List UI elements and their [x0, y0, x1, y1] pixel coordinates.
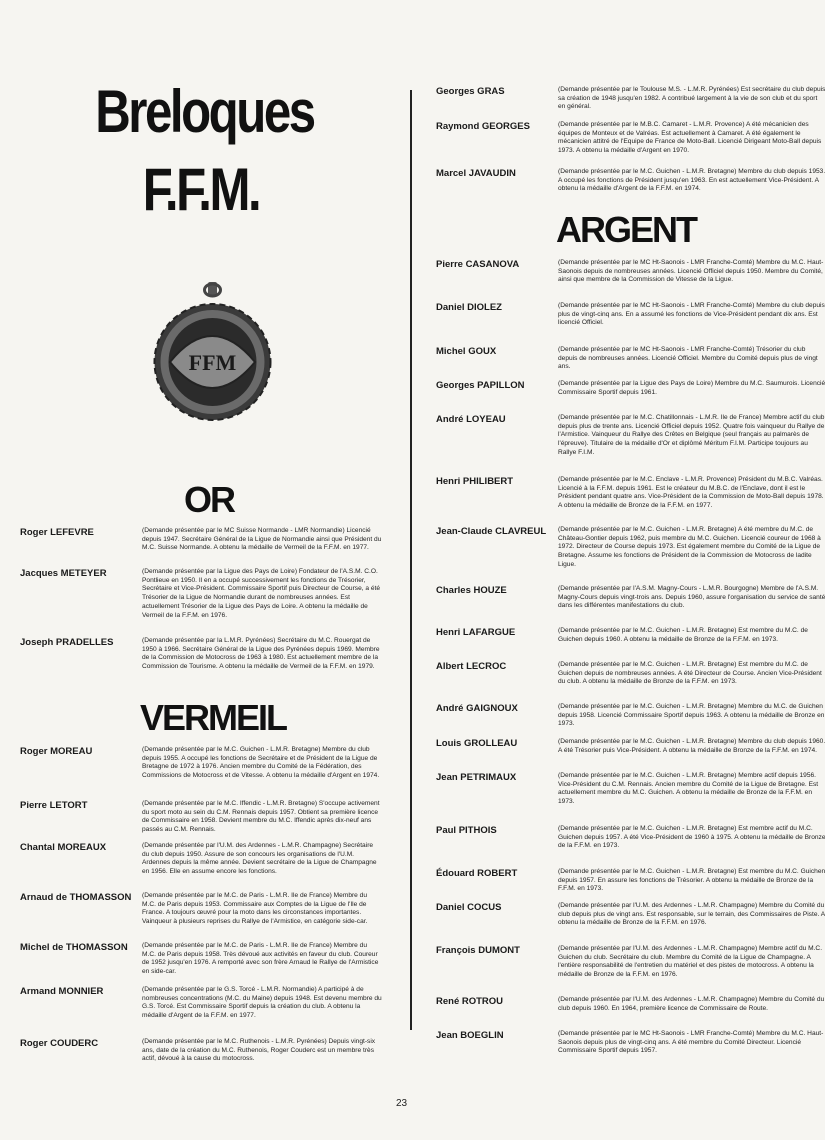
entry-description: (Demande présentée par le M.C. de Paris - L.M.R. Ile de France) Membre du M.C. de Paris depuis 1958. Très dévoué aux activités en faveur du club. Coureur de 1952 jusqu'en 1976. A remporté avec son frère Arnaud le Rallye de l'Armistice en side-car.: [142, 942, 379, 976]
entry-description: (Demande présentée par le MC Suisse Normande - LMR Normandie) Licencié depuis 1947. Secrétaire Général de la Ligue de Normandie ainsi que Président du M.C. Suisse Normande. A obtenu la médaille de Vermeil de la F.F.M. en 1977.: [142, 527, 382, 552]
entry-description: (Demande présentée par la L.M.R. Pyrénées) Secrétaire du M.C. Rouergat de 1950 à 1966. Secrétaire Général de la Ligue des Pyrénées depuis 1969. Membre de la Commission de Motocross de 1963 à 1980. Est actuellement membre de la Commission de Tourisme. A obtenu la médaille de Vermeil de la F.F.M. en 1979.: [142, 637, 380, 671]
entry-name: Henri PHILIBERT: [436, 476, 514, 487]
entry-description: (Demande présentée par le M.C. Chatillonnais - L.M.R. Ile de France) Membre actif du club depuis plus de trente ans. Licencié Officiel depuis 1952. Quatre fois vainqueur du Rallye de l'Armistice. Vainqueur du Rallye des Crêtes en Belgique (seul français au palmarès de l'épreuve). Titulaire de la médaille d'Or et diplômé Méritum F.I.M. Participe toujours au Rallye F.I.M.: [558, 414, 825, 456]
entry-description: (Demande présentée par le M.C. de Paris - L.M.R. Ile de France) Membre du M.C. de Paris depuis 1953. Commissaire aux Comptes de la Ligue de l'Ile de France. A toujours œuvré pour la moto dans les circonstances importantes. Vainqueur à plusieurs reprises du Rallye de l'Armistice, en catégorie side-car.: [142, 892, 368, 926]
entry-name: Michel GOUX: [436, 346, 497, 357]
entry-description: (Demande présentée par le M.C. Iffendic - L.M.R. Bretagne) S'occupe activement du sport moto au sein du C.M. Rennais depuis 1957. Obtient sa première licence de Commissaire en 1958. Devient membre du M.C. Iffendic après dix-neuf ans passés au C.M. Rennais.: [142, 800, 380, 834]
section-heading-or: OR: [184, 479, 234, 520]
entry-name: Jacques METEYER: [20, 568, 107, 579]
title-line-2: F.F.M.: [142, 156, 260, 223]
entry-name: Pierre CASANOVA: [436, 259, 520, 270]
entry-name: Michel de THOMASSON: [20, 942, 128, 953]
entry-name: Georges GRAS: [436, 86, 505, 97]
entry-description: (Demande présentée par le G.S. Torcé - L.M.R. Normandie) A participé à de nombreuses concentrations (M.C. du Maine) depuis 1948. Est devenu membre du G.S. Torcé. Est Commissaire Sportif depuis la création du club. A obtenu la médaille d'Argent de la F.F.M. en 1977.: [142, 986, 382, 1020]
entry-name: Arnaud de THOMASSON: [20, 892, 132, 903]
entry-name: Jean BOEGLIN: [436, 1030, 504, 1041]
entry-description: (Demande présentée par l'U.M. des Ardennes - L.M.R. Champagne) Membre du Comité du club depuis plus de vingt ans. Est responsable, sur le terrain, des Commissaires de Piste. A obtenu la médaille de Bronze de la F.F.M. en 1976.: [558, 902, 825, 927]
entry-description: (Demande présentée par l'A.S.M. Magny-Cours - L.M.R. Bourgogne) Membre de l'A.S.M. Magny-Cours depuis vingt-trois ans. Depuis 1960, assure l'organisation du service de santé dans les différentes manifestations du club.: [558, 585, 825, 610]
entry-name: Paul PITHOIS: [436, 825, 497, 836]
page-number: 23: [396, 1098, 408, 1109]
entry-description: (Demande présentée par le MC Ht-Saonois - LMR Franche-Comté) Membre du club depuis plus de vingt-cinq ans. En a assumé les fonctions de Vice-Président pendant dix ans. Est licencié Officiel.: [558, 302, 825, 327]
entry-description: (Demande présentée par le Toulouse M.S. - L.M.R. Pyrénées) Est secrétaire du club depuis sa création de 1948 jusqu'en 1982. A contribué largement à la vie de son club et du sport en général.: [558, 86, 825, 111]
medal-icon: [150, 280, 275, 430]
entry-description: (Demande présentée par l'U.M. des Ardennes - L.M.R. Champagne) Membre du Comité du club depuis 1960. En 1964, première licence de Commissaire de Route.: [558, 996, 825, 1012]
entry-description: (Demande présentée par le M.C. Guichen - L.M.R. Bretagne) Est membre actif du M.C. Guichen depuis 1957. A été Vice-Président de 1960 à 1975. A obtenu la médaille de Bronze de la F.F.M. en 1973.: [558, 825, 825, 850]
entry-description: (Demande présentée par le M.C. Guichen - L.M.R. Bretagne) A été membre du M.C. de Château-Gontier depuis 1962, puis membre du M.C. Guichen. Licencié coureur de 1968 à 1972. Directeur de Course depuis 1973. Est également membre du Comité de la Ligue de Bretagne. Assume les fonctions de Président de la Commission de Motocross de ladite Ligue.: [558, 526, 821, 568]
entry-name: Louis GROLLEAU: [436, 738, 518, 749]
entry-name: Henri LAFARGUE: [436, 627, 516, 638]
entry-name: Raymond GEORGES: [436, 121, 530, 132]
entry-description: (Demande présentée par le M.C. Guichen - L.M.R. Bretagne) Est membre du M.C. de Guichen depuis de nombreuses années. A été Directeur de Course. Ancien Vice-Président du club. A obtenu la médaille de Bronze de la F.F.M. en 1973.: [558, 661, 822, 686]
entry-name: Charles HOUZE: [436, 585, 507, 596]
entry-name: Marcel JAVAUDIN: [436, 168, 516, 179]
entry-name: René ROTROU: [436, 996, 504, 1007]
title-line-1: Breloques: [95, 78, 314, 145]
entry-name: Pierre LETORT: [20, 800, 88, 811]
entry-name: Chantal MOREAUX: [20, 842, 107, 853]
entry-description: (Demande présentée par le M.C. Guichen - L.M.R. Bretagne) Membre du club depuis 1955. A occupé les fonctions de Secrétaire et de Président de la Ligue de Bretagne de 1972 à 1976. Ancien membre du Comité de la Fédération, des Commissions de Motocross et de Vitesse. A obtenu la médaille d'Argent en 1974.: [142, 746, 380, 780]
entry-description: (Demande présentée par le M.B.C. Camaret - L.M.R. Provence) A été mécanicien des équipes de Monteux et de Valréas. Est actuellement à Camaret. A été également le mécanicien attitré de l'Equipe de France de Moto-Ball. Licencié Dirigeant Moto-Ball depuis 1973. A obtenu la médaille d'Argent en 1970.: [558, 121, 822, 155]
entry-name: Georges PAPILLON: [436, 380, 525, 391]
entry-description: (Demande présentée par le M.C. Enclave - L.M.R. Provence) Président du M.B.C. Valréas. Licencié à la F.F.M. depuis 1961. Est le créateur du M.B.C. de l'Enclave, dont il est le Président pendant quatre ans. Vice-Président de la Commission de Moto-Ball depuis 1978. A obtenu la médaille de Bronze de la F.F.M. en 1977.: [558, 476, 824, 510]
entry-description: (Demande présentée par le M.C. Guichen - L.M.R. Bretagne) Membre actif depuis 1956. Vice-Président du C.M. Rennais. Ancien membre du Comité de la Ligue de Bretagne. Est actuellement membre du M.C. Guichen. A obtenu la médaille de Bronze de la F.F.M. en 1973.: [558, 772, 819, 806]
entry-description: (Demande présentée par le MC Ht-Saonois - LMR Franche-Comté) Membre du M.C. Haut-Saonois depuis de nombreuses années. Licencié Officiel depuis 1950. Membre du Comité, ainsi que membre de la Commission de Vitesse de la Ligue.: [558, 259, 824, 284]
entry-description: (Demande présentée par l'U.M. des Ardennes - L.M.R. Champagne) Membre actif du M.C. Guichen du club. Secrétaire du club. Membre du Comité de la Ligue de Champagne. A l'entière responsabilité de l'entretien du matériel et des pistes de motocross. A obtenu la médaille de Bronze de la F.F.M. en 1976.: [558, 945, 823, 979]
column-divider: [410, 90, 412, 1030]
entry-description: (Demande présentée par l'U.M. des Ardennes - L.M.R. Champagne) Secrétaire du club depuis 1950. Assure de son concours les organisations de l'U.M. Ardennes depuis la même année. Devient secrétaire de la Ligue de Champagne en 1956. Elle en assume encore les fonctions.: [142, 842, 377, 876]
entry-description: (Demande présentée par le M.C. Guichen - L.M.R. Bretagne) Membre du M.C. de Guichen depuis 1958. Licencié Commissaire Sportif depuis 1963. A obtenu la médaille de Bronze en 1973.: [558, 703, 825, 728]
entry-name: Roger MOREAU: [20, 746, 93, 757]
entry-description: (Demande présentée par le MC Ht-Saonois - LMR Franche-Comté) Trésorier du club depuis de nombreuses années. Licencié Officiel. Membre du Comité depuis plus de vingt ans.: [558, 346, 818, 371]
entry-name: Roger COUDERC: [20, 1038, 99, 1049]
entry-name: Daniel COCUS: [436, 902, 502, 913]
entry-description: (Demande présentée par le M.C. Guichen - L.M.R. Bretagne) Est membre du M.C. de Guichen depuis 1960. A obtenu la médaille de Bronze de la F.F.M. en 1973.: [558, 627, 808, 643]
entry-description: (Demande présentée par le M.C. Guichen - L.M.R. Bretagne) Membre du club depuis 1960. A été Trésorier puis Vice-Président. A obtenu la médaille de Bronze de la F.F.M. en 1974.: [558, 738, 825, 754]
entry-name: André LOYEAU: [436, 414, 506, 425]
entry-name: Daniel DIOLEZ: [436, 302, 502, 313]
entry-name: Roger LEFEVRE: [20, 527, 94, 538]
entry-description: (Demande présentée par le M.C. Guichen - L.M.R. Bretagne) Membre du club depuis 1953. A occupé les fonctions de Président jusqu'en 1963. En est actuellement Vice-Président. A obtenu la médaille d'Argent de la F.F.M. en 1974.: [558, 168, 825, 193]
entry-description: (Demande présentée par le M.C. Ruthenois - L.M.R. Pyrénées) Depuis vingt-six ans, date de la création du M.C. Ruthenois, Roger Couderc est un membre très actif, dévoué à la cause du motocross.: [142, 1038, 376, 1063]
entry-description: (Demande présentée par le MC Ht-Saonois - LMR Franche-Comté) Membre du M.C. Haut-Saonois depuis plus de vingt-cinq ans. A été membre du Comité Directeur. Licencié Commissaire Sportif depuis 1957.: [558, 1030, 824, 1055]
entry-name: Albert LECROC: [436, 661, 507, 672]
entry-description: (Demande présentée par la Ligue des Pays de Loire) Membre du M.C. Saumurois. Licencié Commissaire Sportif depuis 1961.: [558, 380, 825, 396]
entry-description: (Demande présentée par le M.C. Guichen - L.M.R. Bretagne) Est membre du M.C. Guichen depuis 1957. En assure les fonctions de Trésorier. A obtenu la médaille de Bronze de la F.F.M. en 1973.: [558, 868, 825, 893]
entry-name: Édouard ROBERT: [436, 868, 518, 879]
entry-name: André GAIGNOUX: [436, 703, 518, 714]
entry-description: (Demande présentée par la Ligue des Pays de Loire) Fondateur de l'A.S.M. C.O. Pontlieue en 1950. Il en a occupé successivement les fonctions de Trésorier, Secrétaire et Vice-Président. Commissaire Sportif puis Directeur de Course, a été Trésorier de la Ligue de Normandie durant de nombreuses années. Est actuellement Trésorier de la Ligue des Pays de Loire. A obtenu la médaille de Vermeil de la F.F.M. en 1976.: [142, 568, 381, 619]
entry-name: François DUMONT: [436, 945, 520, 956]
entry-name: Jean PETRIMAUX: [436, 772, 517, 783]
section-heading-vermeil: VERMEIL: [140, 697, 287, 738]
entry-name: Joseph PRADELLES: [20, 637, 114, 648]
section-heading-argent: ARGENT: [556, 209, 696, 250]
entry-name: Armand MONNIER: [20, 986, 104, 997]
medal-text: FFM: [188, 350, 237, 375]
entry-name: Jean-Claude CLAVREUL: [436, 526, 547, 537]
